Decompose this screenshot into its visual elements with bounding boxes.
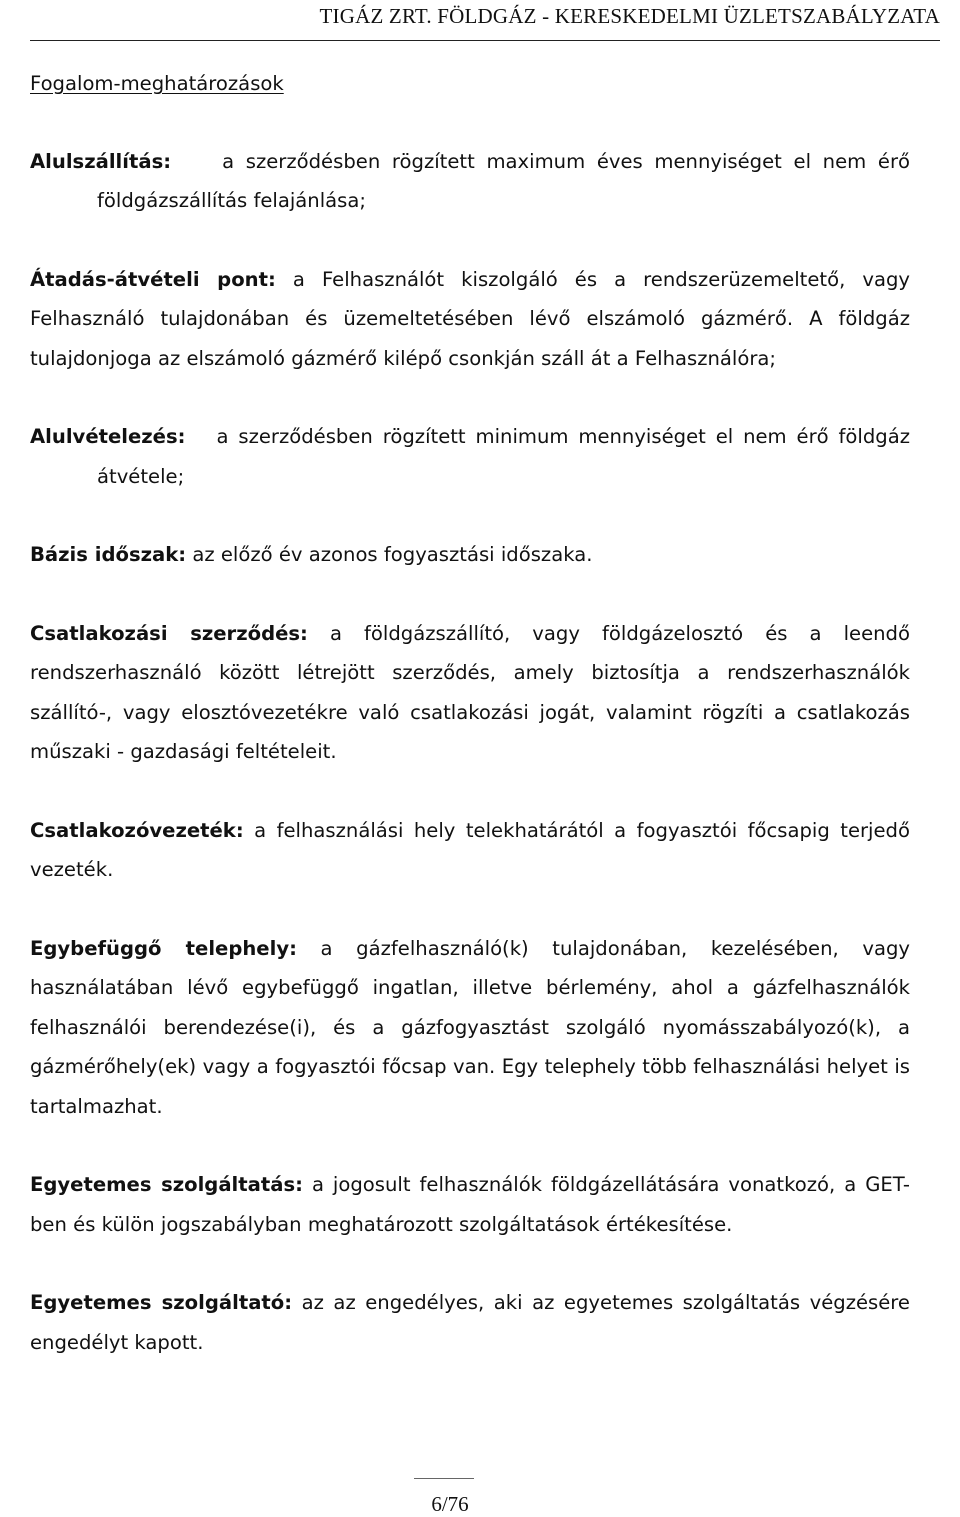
definition-term: Alulszállítás:: [30, 149, 172, 173]
section-title: Fogalom-meghatározások: [30, 72, 284, 95]
definition-egyetemes-szolgaltatas: [30, 1165, 910, 1244]
definition-text: a gázfelhasználó(k) tulajdonában, kezelésében, vagy használatában lévő egybefüggő ingatlan, illetve bérlemény, ahol a gázfelhasználók felhasználói berendezése(i), és a gázfogyasztást szolgáló nyomásszabályozó(k), a gázmérőhely(ek) vagy a fogyasztói főcsap van. Egy telephely több felhasználási helyet is tartalmazhat.: [30, 936, 910, 1118]
definition-term: Bázis időszak:: [30, 543, 187, 566]
spacer: [30, 496, 910, 535]
spacer: [30, 104, 910, 142]
definition-csatlakozasi-szerzodes: [30, 614, 910, 772]
definition-term: Alulvételezés:: [30, 425, 186, 448]
definition-text: a földgázszállító, vagy földgázelosztó és a leendő rendszerhasználó között létrejött szerződés, amely biztosítja a rendszerhasználók szállító-, vagy elosztóvezetékre való csatlakozási jogát, valamint rögzíti a csatlakozás műszaki - gazdasági feltételeit.: [30, 621, 910, 763]
definition-text: a szerződésben rögzített maximum éves mennyiséget el nem érő földgázszállítás felajánlása;: [97, 149, 910, 212]
spacer: [30, 575, 910, 614]
spacer: [30, 1126, 910, 1165]
spacer: [30, 772, 910, 811]
definition-egyetemes-szolgaltato: [30, 1283, 910, 1362]
definition-term: Csatlakozási szerződés:: [30, 621, 308, 645]
page-number: 6/76: [431, 1492, 469, 1516]
definition-text: a szerződésben rögzített minimum mennyiséget el nem érő földgáz átvétele;: [97, 425, 910, 488]
definition-alulvetelezes: [30, 417, 910, 496]
definition-egybefuggo-telephely: [30, 929, 910, 1127]
definition-term: Átadás-átvételi pont:: [30, 267, 276, 291]
definition-term: Egyetemes szolgáltatás:: [30, 1173, 303, 1196]
definition-csatlakozovezetek: [30, 811, 910, 890]
page-body: [30, 64, 910, 1362]
spacer: [30, 378, 910, 417]
spacer: [30, 221, 910, 260]
page-header: TIGÁZ ZRT. FÖLDGÁZ - KERESKEDELMI ÜZLETSZABÁLYZATA: [319, 4, 940, 28]
definition-text: az az engedélyes, aki az egyetemes szolgáltatás végzésére engedélyt kapott.: [30, 1291, 910, 1354]
header-divider: [30, 40, 940, 41]
definition-bazis-idoszak: [30, 535, 910, 575]
definition-text: a felhasználási hely telekhatárától a fogyasztói főcsapig terjedő vezeték.: [30, 818, 910, 881]
definition-term: Egybefüggő telephely:: [30, 936, 297, 960]
definition-alulszallitas: [30, 142, 910, 221]
definition-atadas-atveteli-pont: [30, 260, 910, 379]
definition-term: Egyetemes szolgáltató:: [30, 1291, 293, 1314]
definition-text: a Felhasználót kiszolgáló és a rendszerüzemeltető, vagy Felhasználó tulajdonában és üzemeltetésében lévő elszámoló gázmérő. A földgáz tulajdonjoga az elszámoló gázmérő kilépő csonkján száll át a Felhasználóra;: [30, 267, 910, 370]
definition-text: az előző év azonos fogyasztási időszaka.: [192, 543, 593, 566]
spacer: [30, 1244, 910, 1283]
spacer: [30, 890, 910, 929]
footer-divider: [414, 1478, 474, 1479]
definition-term: Csatlakozóvezeték:: [30, 818, 244, 842]
definition-text: a jogosult felhasználók földgázellátására vonatkozó, a GET-ben és külön jogszabályban meghatározott szolgáltatások értékesítése.: [30, 1173, 910, 1236]
